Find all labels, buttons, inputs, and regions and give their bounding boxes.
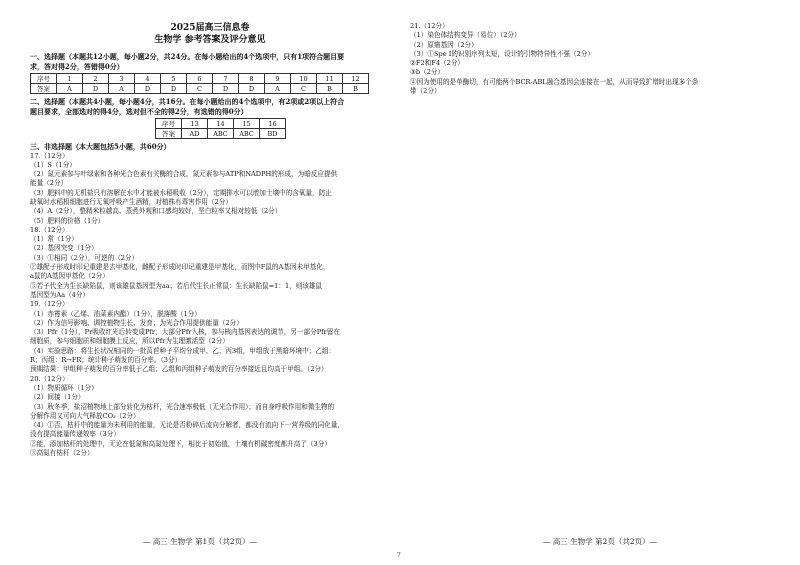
answer-table-2: [155, 118, 286, 139]
table-cell: 序号: [156, 119, 182, 129]
table-cell: D: [83, 84, 109, 94]
table-cell: 答案: [31, 84, 57, 94]
table-cell: ABC: [208, 129, 234, 139]
page-mark: 7: [397, 552, 401, 559]
answer-line: 分解作用又可向大气释放CO₂（2分）: [30, 411, 140, 420]
table-cell: D: [135, 84, 161, 94]
answer-line: 预期结果：甲组种子萌发的百分率低于乙组；乙组和丙组种子萌发的百分率接近且均高于甲组。（2分）: [30, 365, 328, 374]
answer-line: ③b（2分）: [410, 68, 445, 77]
answer-line: （2）作为信号影响、调控植物生长、发育；为光合作用提供能量（2分）: [30, 318, 243, 327]
answer-line: （1）物质循环（1分）: [30, 383, 98, 392]
table-cell: 16: [260, 119, 286, 129]
answer-line: （4）实验思路：将生长状况相同的一批莴苣种子平均分成甲、乙、丙3组，甲组放于黑暗环境中；乙组：: [30, 346, 336, 355]
question-19: [30, 300, 390, 374]
answer-line: （1）常（1分）: [30, 235, 78, 244]
table-cell: 4: [135, 74, 161, 84]
table-row: [156, 129, 286, 139]
answer-line: （3）①Spe I的识别序列太短，设计的引物特异性不强（2分）: [410, 49, 594, 58]
table-row: [156, 119, 286, 129]
table-cell: C: [291, 84, 317, 94]
answer-line: （5）肥料的价格（1分）: [30, 216, 105, 225]
answer-line: （3）秋冬季，盐沼植物地上部分转化为枯秆，光合速率极低（无光合作用）；而自身呼吸作用和微生物的: [30, 402, 335, 411]
answer-line: 带（2分）: [410, 87, 441, 96]
answer-line: ②雄配子形成时印记重建是去甲基化，雌配子形成时印记重建是甲基化，而图中F鼠的A基因未甲基化，: [30, 263, 330, 272]
answer-line: ③高氮有枯秆（2分）: [30, 449, 94, 457]
table-cell: A: [57, 84, 83, 94]
answer-line: （4）①否，枯秆中的能量为未利用的能量，无论是否粉碎后流向分解者，都没有流向下一营养级的同化量，: [30, 421, 345, 430]
section2-heading-line1: 二、选择题（本题共4小题，每小题4分，共16分。在每小题给出的4个选项中，有2项或2项以上符合: [30, 97, 345, 106]
answer-line: 没有提高能量传递效率（3分）: [30, 430, 120, 439]
answer-line: 缺氧时水稻根细胞进行无氧呼吸产生酒精，对植株有毒害作用（2分）: [30, 197, 233, 206]
table-cell: 3: [109, 74, 135, 84]
table-cell: 序号: [31, 74, 57, 84]
section1-heading-line2: 求，答对得2分，答错得0分）: [30, 61, 124, 71]
right-page: [400, 0, 800, 565]
answer-line: （2）间接（1分）: [30, 393, 85, 402]
answer-line: 21.（12分）: [410, 22, 449, 30]
question-20: [30, 375, 390, 459]
question-21: [410, 22, 790, 96]
answer-line: R；丙组：R→FR；统计种子萌发的百分率。（3分）: [30, 356, 182, 365]
answer-line: ④因为使用的是单酶切，有可能两个BCR-ABL融合基因会连接在一起，从而导致扩增时出现多个条: [410, 77, 699, 86]
table-cell: C: [187, 84, 213, 94]
answer-line: （2）基因突变（1分）: [30, 244, 98, 253]
table-cell: 2: [83, 74, 109, 84]
table-cell: 15: [234, 119, 260, 129]
answer-line: ②能，添加枯秆的处理中，无论在低氮和高氮处理下，相比于初始值，土壤有机碳密度都升高了（3分）: [30, 439, 331, 448]
table-row: [31, 84, 369, 94]
table-row: [31, 74, 369, 84]
answer-line: 19.（12分）: [30, 300, 69, 309]
answer-line: （2）氮元素参与叶绿素和各种光合色素有关酶的合成，氮元素参与ATP和NADPH的形成，为暗反应提供: [30, 170, 338, 179]
table-cell: 8: [239, 74, 265, 84]
page-subtitle: 生物学 参考答案及评分意见: [154, 35, 266, 45]
answer-line: ②F2和F4（2分）: [410, 59, 465, 68]
table-cell: B: [317, 84, 343, 94]
answer-table-1: [30, 73, 369, 94]
table-cell: 9: [265, 74, 291, 84]
section2-heading-line2: 题目要求，全部选对的得4分，选对但不全的得2分，有选错的得0分）: [30, 106, 248, 116]
table-cell: 1: [57, 74, 83, 84]
table-cell: 11: [317, 74, 343, 84]
answer-line: （3）①相同（2分），可逆的（2分）: [30, 253, 139, 262]
table-cell: 5: [161, 74, 187, 84]
answer-line: （1）S（1分）: [30, 160, 76, 169]
answer-line: 18.（12分）: [30, 225, 69, 234]
page-footer-left: — 高三 生物学 第1页（共2页）—: [142, 537, 258, 546]
table-cell: 12: [343, 74, 369, 84]
answer-line: （1）赤霉素（乙烯、油菜素内酯）（1分），脱落酸（1分）: [30, 309, 201, 318]
answer-line: 能量（2分）: [30, 179, 68, 188]
page-footer-right: — 高三 生物学 第2页（共2页）—: [542, 537, 658, 546]
answer-line: 基因型为Aa（4分）: [30, 290, 90, 299]
question-17: [30, 152, 390, 226]
table-cell: 答案: [156, 129, 182, 139]
answer-line: （4）A（2分），整精米粒越高、蒸煮外观和口感均较好，垩白粒率又相对较低（2分）: [30, 207, 282, 216]
table-cell: D: [161, 84, 187, 94]
answer-line: （1）染色体结构变异（易位）（2分）: [410, 31, 521, 40]
table-cell: 7: [213, 74, 239, 84]
answer-line: ③若子代全为生长缺陷鼠，则该雄鼠基因型为aa；若后代生长正常鼠：生长缺陷鼠=1：1，则该雄鼠: [30, 281, 323, 290]
table-cell: D: [239, 84, 265, 94]
table-cell: 6: [187, 74, 213, 84]
table-cell: AD: [182, 129, 208, 139]
answer-line: （3）Pfr（1分），Pr吸收红光后转变成Pfr，大部分Pfr入核，参与核内基因表达的调节，另一部分Pfr留在: [30, 328, 340, 337]
answer-line: （3）肥料中的无机盐只有溶解在水中才能被水稻吸收（2分），定期排水可以增加土壤中的含氧量，防止: [30, 188, 332, 197]
answer-line: a鼠的A基因甲基化（2分）: [30, 272, 109, 281]
answer-line: 17.（12分）: [30, 151, 69, 160]
answer-line: 细胞质，参与细胞质和细胞膜上反应，所以Pfr为生理激活型（2分）: [30, 337, 229, 346]
question-18: [30, 226, 390, 300]
table-cell: 10: [291, 74, 317, 84]
answer-line: （2）原癌基因（2分）: [410, 40, 478, 49]
section1-heading-line1: 一、选择题（本题共12小题，每小题2分，共24分。在每小题给出的4个选项中，只有1项符合题目要: [30, 52, 345, 61]
table-cell: A: [109, 84, 135, 94]
table-cell: ABC: [234, 129, 260, 139]
table-cell: 13: [182, 119, 208, 129]
table-cell: D: [213, 84, 239, 94]
section3-heading: 三、非选择题（本大题包括5小题，共60分）: [30, 142, 171, 151]
table-cell: BD: [260, 129, 286, 139]
table-cell: A: [265, 84, 291, 94]
table-cell: B: [343, 84, 369, 94]
answer-line: 20.（12分）: [30, 374, 69, 383]
table-cell: 14: [208, 119, 234, 129]
page-title: 2025届高三信息卷: [170, 23, 250, 33]
